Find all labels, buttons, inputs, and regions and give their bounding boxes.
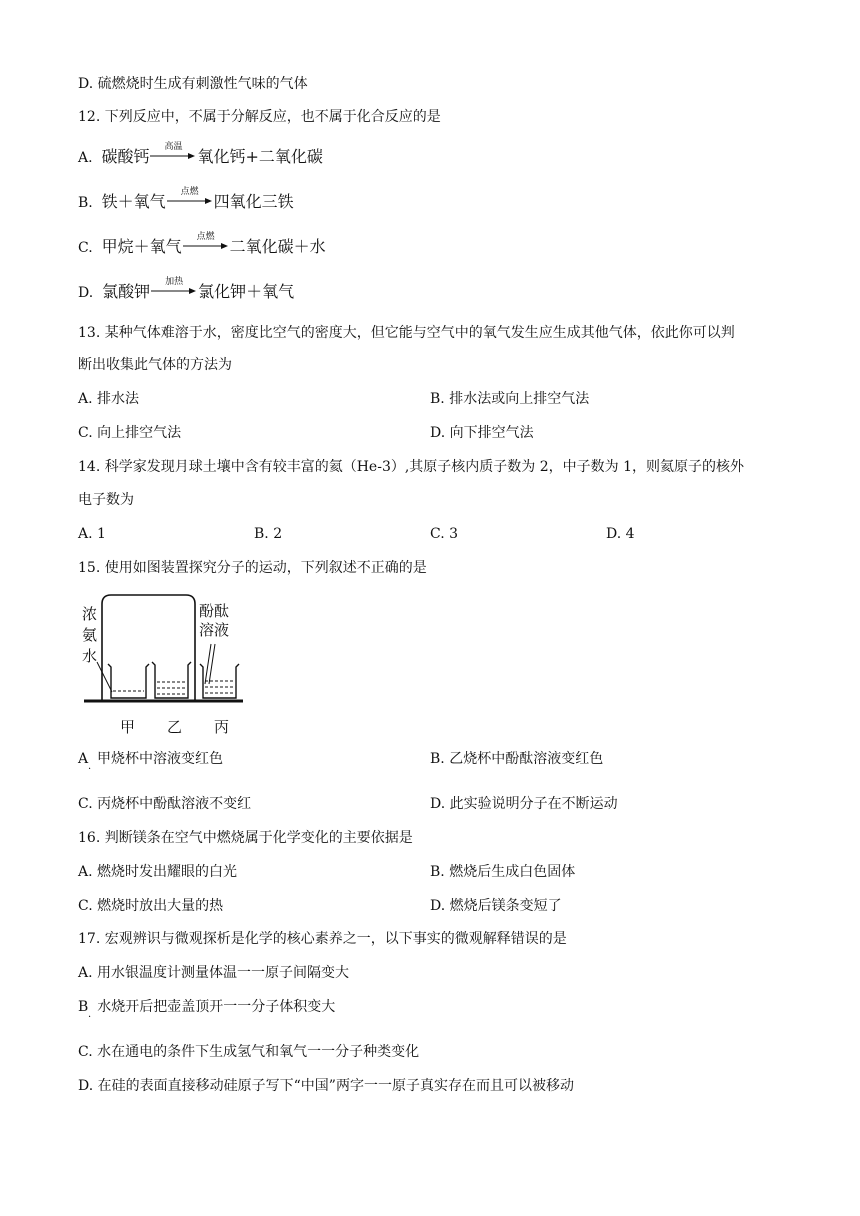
- option-label: A: [78, 751, 89, 767]
- arrow-icon: [150, 152, 196, 160]
- q14-option-c: C. 3: [430, 526, 459, 542]
- decorative-dot: ·: [88, 1012, 92, 1023]
- q14-option-a: A. 1: [78, 526, 106, 542]
- q15-option-d: D. 此实验说明分子在不断运动: [430, 796, 618, 812]
- label-char: 氨: [82, 626, 98, 644]
- q12-option-d: [78, 277, 295, 303]
- q13-option-b: B. 排水法或向上排空气法: [430, 391, 590, 407]
- q15-stem: 15. 使用如图装置探究分子的运动，下列叙述不正确的是: [78, 560, 427, 576]
- reaction-condition: 点燃: [196, 232, 215, 242]
- q15-option-b: B. 乙烧杯中酚酞溶液变红色: [430, 751, 604, 767]
- q14-stem-line1: 14. 科学家发现月球土壤中含有较丰富的氦（He-3）,其原子核内质子数为 2，中子数为 1，则氦原子的核外: [78, 459, 745, 475]
- reaction-arrow: [150, 142, 196, 164]
- q13-option-c: C. 向上排空气法: [78, 425, 182, 441]
- reaction-condition: 加热: [165, 277, 184, 287]
- arrow-icon: [167, 197, 213, 205]
- beaker-label-yi: 乙: [167, 718, 183, 736]
- q12-option-c: [78, 232, 326, 258]
- label-line: 溶液: [199, 621, 230, 639]
- q16-stem: 16. 判断镁条在空气中燃烧属于化学变化的主要依据是: [78, 830, 413, 846]
- q13-stem-line1: 13. 某种气体难溶于水，密度比空气的密度大，但它能与空气中的氧气发生应生成其他气体，依此你可以判: [78, 325, 735, 341]
- reaction-arrow: [151, 277, 197, 299]
- q13-option-a: A. 排水法: [78, 391, 140, 407]
- product: 二氧化碳＋水: [229, 237, 326, 256]
- product: 四氧化三铁: [213, 192, 294, 211]
- reactant: 铁＋氧气: [101, 192, 166, 211]
- decorative-dot: ·: [88, 764, 92, 775]
- q14-option-d: D. 4: [606, 526, 635, 542]
- reaction-arrow: [183, 232, 229, 254]
- reactant: 甲烷＋氧气: [101, 237, 182, 256]
- reactant: 氯酸钾: [102, 282, 151, 301]
- arrow-icon: [183, 242, 229, 250]
- q13-stem-line2: 断出收集此气体的方法为: [78, 357, 232, 373]
- q12-option-a: [78, 142, 323, 168]
- option-label: A.: [78, 150, 93, 166]
- beaker-label-jia: 甲: [120, 718, 136, 736]
- q15-figure: [80, 592, 250, 738]
- q17-option-b: [78, 997, 335, 1017]
- beaker-label-bing: 丙: [214, 718, 230, 736]
- q14-stem-line2: 电子数为: [78, 492, 134, 508]
- arrow-icon: [151, 287, 197, 295]
- q17-stem: 17. 宏观辨识与微观探析是化学的核心素养之一，以下事实的微观解释错误的是: [78, 931, 567, 947]
- option-text: 水烧开后把壶盖顶开一一分子体积变大: [97, 999, 336, 1015]
- q16-option-c: C. 燃烧时放出大量的热: [78, 898, 224, 914]
- phenolphthalein-label: [199, 602, 229, 640]
- product: 氯化钾＋氧气: [198, 282, 295, 301]
- reactant: 碳酸钙: [101, 147, 150, 166]
- reaction-condition: 高温: [164, 142, 183, 152]
- q16-option-b: B. 燃烧后生成白色固体: [430, 864, 576, 880]
- option-text: 甲烧杯中溶液变红色: [97, 751, 224, 767]
- q16-option-d: D. 燃烧后镁条变短了: [430, 898, 562, 914]
- q13-option-d: D. 向下排空气法: [430, 425, 534, 441]
- reaction-condition: 点燃: [180, 187, 199, 197]
- q12-option-b: [78, 187, 294, 213]
- option-label: D.: [78, 285, 94, 301]
- q11-option-d: D. 硫燃烧时生成有刺激性气味的气体: [78, 76, 308, 92]
- label-line: 酚酞: [199, 602, 230, 620]
- q17-option-d: D. 在硅的表面直接移动硅原子写下“中国”两字一一原子真实存在而且可以被移动: [78, 1078, 574, 1094]
- label-char: 水: [82, 647, 98, 665]
- product: 氧化钙+二氧化碳: [197, 147, 323, 166]
- label-char: 浓: [82, 605, 98, 623]
- ammonia-label: [82, 604, 97, 667]
- option-label: B.: [78, 195, 93, 211]
- q15-option-a: [78, 749, 223, 769]
- q17-option-c: C. 水在通电的条件下生成氢气和氧气一一分子种类变化: [78, 1044, 420, 1060]
- q15-option-c: C. 丙烧杯中酚酞溶液不变红: [78, 796, 252, 812]
- option-label: B: [78, 999, 89, 1015]
- q17-option-a: A. 用水银温度计测量体温一一原子间隔变大: [78, 965, 350, 981]
- q12-stem: 12. 下列反应中，不属于分解反应，也不属于化合反应的是: [78, 109, 441, 125]
- q14-option-b: B. 2: [254, 526, 283, 542]
- reaction-arrow: [167, 187, 213, 209]
- option-label: C.: [78, 240, 93, 256]
- q16-option-a: A. 燃烧时发出耀眼的白光: [78, 864, 238, 880]
